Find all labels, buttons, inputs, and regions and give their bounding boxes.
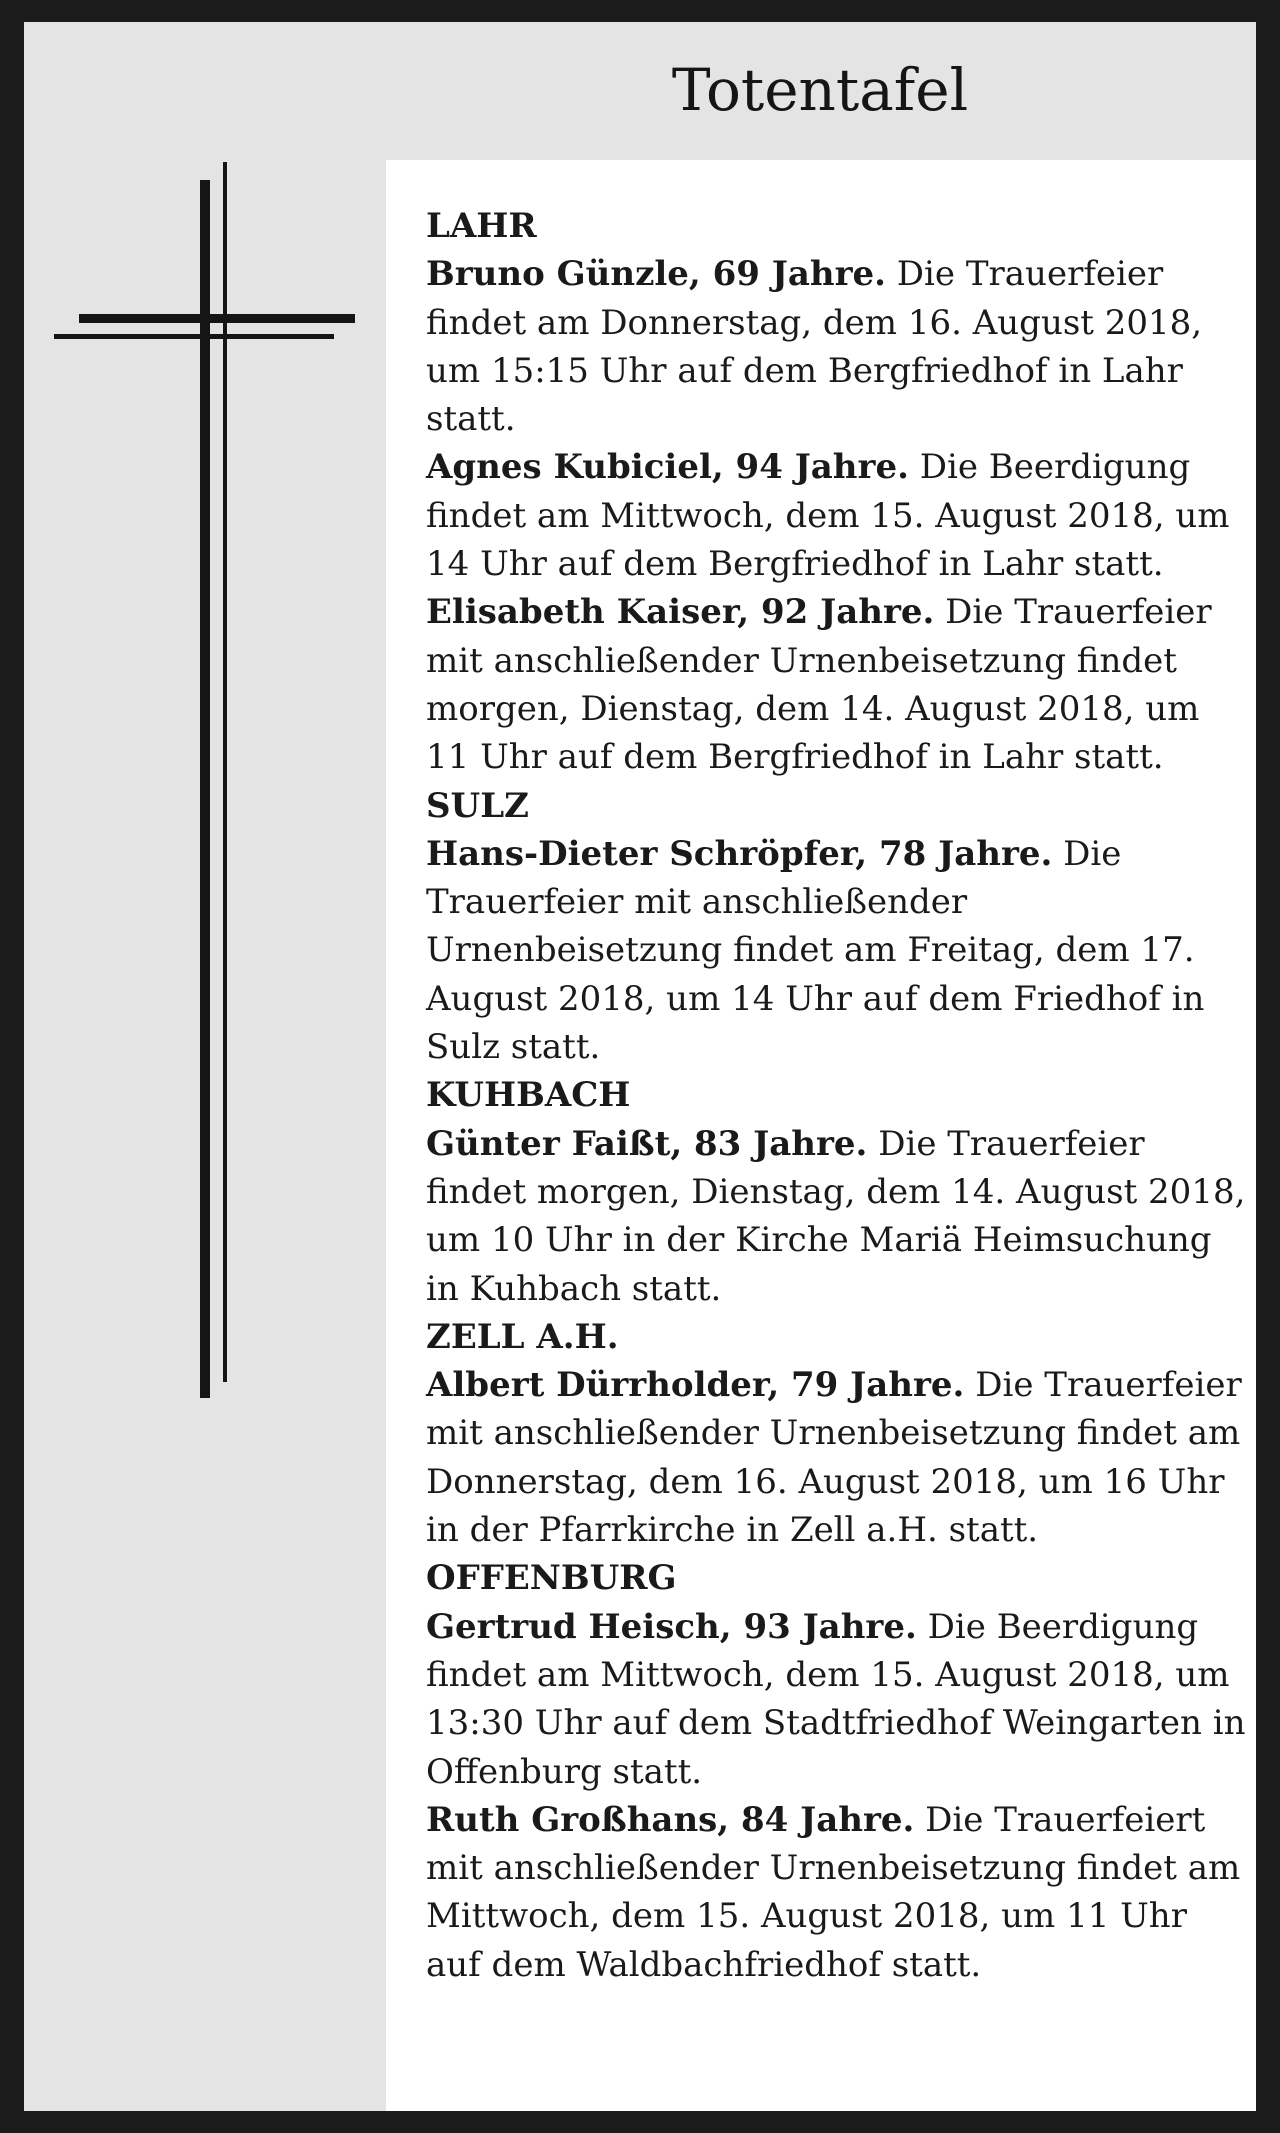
obituary-entry — [426, 1120, 1252, 1313]
service-details: Die Trauerfeier mit anschließender Urnenbeisetzung findet am Freitag, dem 17. August 2018, um 14 Uhr auf dem Friedhof in Sulz statt. — [426, 833, 1205, 1068]
obituary-entry — [426, 830, 1252, 1071]
deceased-name: Elisabeth Kaiser, 92 Jahre. — [426, 592, 935, 633]
page-title: Totentafel — [671, 56, 969, 124]
obituary-entry — [426, 1361, 1252, 1554]
place-heading-zell: ZELL A.H. — [426, 1316, 619, 1357]
service-details: Die Trauerfeier mit anschließender Urnenbeisetzung findet morgen, Dienstag, dem 14. August 2018, um 11 Uhr auf dem Bergfriedhof in Lahr statt. — [426, 592, 1212, 778]
obituary-panel — [24, 22, 1256, 2111]
place-heading-offenburg: OFFENBURG — [426, 1558, 677, 1599]
deceased-name: Ruth Großhans, 84 Jahre. — [426, 1799, 915, 1840]
obituary-entry — [426, 588, 1252, 781]
place-heading-kuhbach: KUHBACH — [426, 1075, 631, 1116]
obituary-entry — [426, 1603, 1252, 1796]
deceased-name: Günter Faißt, 83 Jahre. — [426, 1123, 868, 1164]
service-details: Die Trauerfeier findet am Donnerstag, dem 16. August 2018, um 15:15 Uhr auf dem Bergfriedhof in Lahr statt. — [426, 254, 1203, 440]
obituary-list-area — [386, 160, 1256, 2111]
obituary-list — [426, 202, 1252, 1989]
deceased-name: Bruno Günzle, 69 Jahre. — [426, 254, 886, 295]
deceased-name: Hans-Dieter Schröpfer, 78 Jahre. — [426, 833, 1053, 874]
obituary-entry — [426, 1796, 1252, 1989]
deceased-name: Gertrud Heisch, 93 Jahre. — [426, 1606, 917, 1647]
service-details: Die Beerdigung findet am Mittwoch, dem 15. August 2018, um 13:30 Uhr auf dem Stadtfriedhof Weingarten in Offenburg statt. — [426, 1606, 1246, 1792]
obituary-entry — [426, 250, 1252, 443]
service-details: Die Trauerfeier mit anschließender Urnenbeisetzung findet am Donnerstag, dem 16. August 2018, um 16 Uhr in der Pfarrkirche in Zell a.H. statt. — [426, 1365, 1242, 1551]
deceased-name: Agnes Kubiciel, 94 Jahre. — [426, 447, 909, 488]
deceased-name: Albert Dürrholder, 79 Jahre. — [426, 1365, 965, 1406]
service-details: Die Trauerfeiert mit anschließender Urnenbeisetzung findet am Mittwoch, dem 15. August 2018, um 11 Uhr auf dem Waldbachfriedhof statt. — [426, 1799, 1241, 1985]
service-details: Die Beerdigung findet am Mittwoch, dem 15. August 2018, um 14 Uhr auf dem Bergfriedhof in Lahr statt. — [426, 447, 1230, 585]
service-details: Die Trauerfeier findet morgen, Dienstag, dem 14. August 2018, um 10 Uhr in der Kirche Mariä Heimsuchung in Kuhbach statt. — [426, 1123, 1246, 1309]
place-heading-sulz: SULZ — [426, 785, 529, 826]
place-heading-lahr: LAHR — [426, 206, 537, 246]
obituary-entry — [426, 443, 1252, 588]
cross-icon — [24, 22, 404, 1522]
